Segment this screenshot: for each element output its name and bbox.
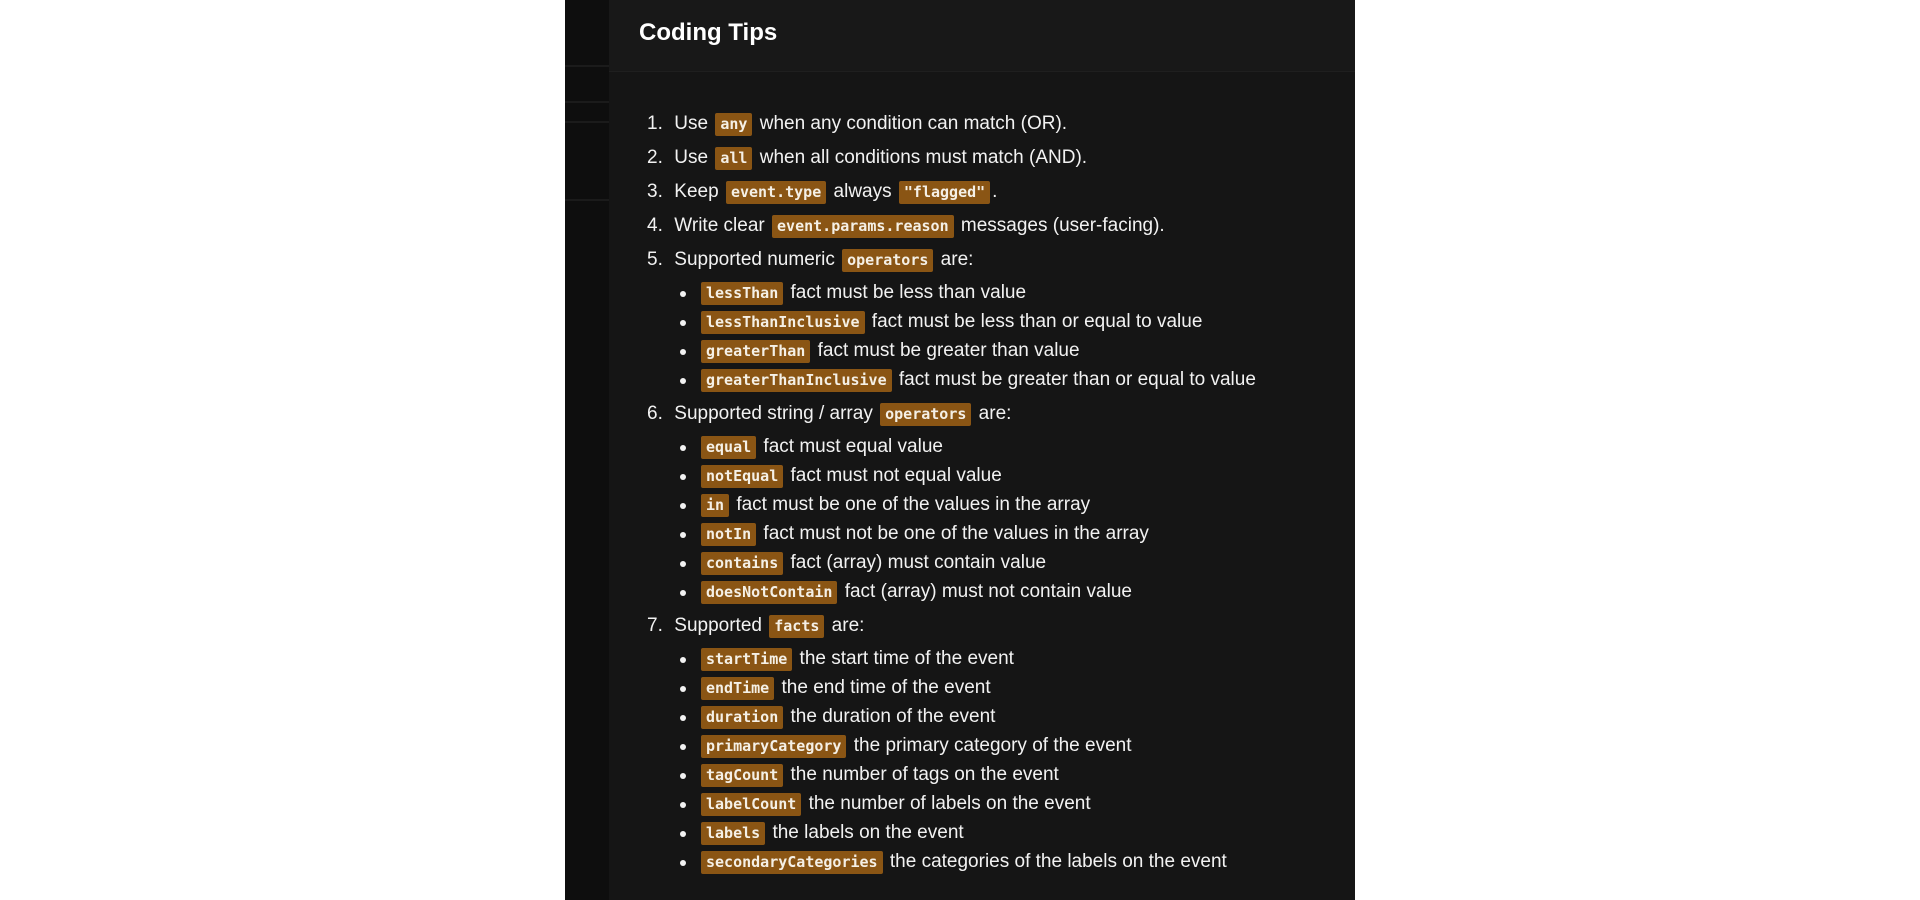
tip-text: are:	[826, 615, 865, 636]
tip-item	[647, 402, 1325, 604]
list-item	[677, 792, 1325, 816]
tip-number: 6.	[647, 403, 663, 424]
item-text: the end time of the event	[776, 677, 991, 698]
tip-item	[647, 146, 1325, 170]
list-item	[677, 551, 1325, 575]
panel-title: Coding Tips	[639, 18, 778, 46]
panel-body	[609, 72, 1355, 874]
tip-item	[647, 180, 1325, 204]
backdrop-divider	[565, 101, 609, 103]
numeric-operators-list	[647, 281, 1325, 392]
bullet-icon	[680, 532, 686, 538]
tip-text: when any condition can match (OR).	[754, 113, 1068, 134]
bullet-icon	[680, 349, 686, 355]
tip-number: 5.	[647, 249, 663, 270]
list-item	[677, 580, 1325, 604]
item-text: the primary category of the event	[848, 735, 1132, 756]
item-text: the number of tags on the event	[785, 764, 1059, 785]
code-token: lessThan	[701, 282, 783, 305]
code-token: duration	[701, 706, 783, 729]
code-token: event.type	[726, 181, 826, 204]
tip-text: always	[828, 181, 897, 202]
bullet-icon	[680, 657, 686, 663]
bullet-icon	[680, 715, 686, 721]
code-token: "flagged"	[899, 181, 990, 204]
item-text: fact must be less than or equal to value	[866, 311, 1203, 332]
tip-number: 4.	[647, 215, 663, 236]
tip-number: 3.	[647, 181, 663, 202]
list-item	[677, 850, 1325, 874]
bullet-icon	[680, 503, 686, 509]
code-token: equal	[701, 436, 756, 459]
tip-text: Supported numeric	[674, 249, 841, 270]
item-text: fact must be one of the values in the array	[731, 494, 1091, 515]
list-item	[677, 705, 1325, 729]
backdrop-divider	[565, 121, 609, 123]
code-token: operators	[880, 403, 971, 426]
code-token: endTime	[701, 677, 774, 700]
item-text: the number of labels on the event	[803, 793, 1091, 814]
bullet-icon	[680, 320, 686, 326]
list-item	[677, 435, 1325, 459]
panel-header	[609, 0, 1355, 72]
tip-text: Keep	[674, 181, 724, 202]
list-item	[677, 339, 1325, 363]
tip-text: are:	[973, 403, 1012, 424]
code-token: labelCount	[701, 793, 801, 816]
tip-number: 2.	[647, 147, 663, 168]
list-item	[677, 522, 1325, 546]
code-token: doesNotContain	[701, 581, 837, 604]
bullet-icon	[680, 802, 686, 808]
backdrop-divider	[565, 199, 609, 201]
list-item	[677, 647, 1325, 671]
code-token: startTime	[701, 648, 792, 671]
tips-list	[647, 112, 1325, 874]
code-token: all	[715, 147, 752, 170]
list-item	[677, 281, 1325, 305]
tip-text: messages (user-facing).	[955, 215, 1165, 236]
item-text: fact must be greater than or equal to value	[893, 369, 1256, 390]
bullet-icon	[680, 561, 686, 567]
list-item	[677, 464, 1325, 488]
list-item	[677, 821, 1325, 845]
tip-text: are:	[935, 249, 974, 270]
item-text: fact (array) must contain value	[785, 552, 1047, 573]
tip-item	[647, 248, 1325, 392]
item-text: the duration of the event	[785, 706, 996, 727]
tip-text: Supported string / array	[674, 403, 879, 424]
list-item	[677, 368, 1325, 392]
bullet-icon	[680, 773, 686, 779]
list-item	[677, 493, 1325, 517]
item-text: fact must not be one of the values in the array	[758, 523, 1149, 544]
string-operators-list	[647, 435, 1325, 604]
coding-tips-panel	[609, 0, 1355, 900]
item-text: fact must equal value	[758, 436, 943, 457]
bullet-icon	[680, 378, 686, 384]
code-token: contains	[701, 552, 783, 575]
facts-list	[647, 647, 1325, 874]
list-item	[677, 763, 1325, 787]
tip-item	[647, 614, 1325, 874]
item-text: fact must not equal value	[785, 465, 1002, 486]
app-sidebar-backdrop	[565, 0, 609, 900]
bullet-icon	[680, 686, 686, 692]
item-text: the start time of the event	[794, 648, 1014, 669]
tip-text: Use	[674, 113, 714, 134]
tip-item	[647, 214, 1325, 238]
bullet-icon	[680, 744, 686, 750]
tip-text: Use	[674, 147, 714, 168]
bullet-icon	[680, 445, 686, 451]
item-text: fact must be greater than value	[812, 340, 1080, 361]
item-text: the labels on the event	[767, 822, 964, 843]
code-token: notEqual	[701, 465, 783, 488]
tip-text: Write clear	[674, 215, 771, 236]
code-token: labels	[701, 822, 765, 845]
tip-text: .	[992, 181, 998, 202]
code-token: primaryCategory	[701, 735, 846, 758]
tip-item	[647, 112, 1325, 136]
bullet-icon	[680, 831, 686, 837]
tip-text: when all conditions must match (AND).	[754, 147, 1088, 168]
list-item	[677, 676, 1325, 700]
code-token: any	[715, 113, 752, 136]
item-text: fact must be less than value	[785, 282, 1027, 303]
code-token: operators	[842, 249, 933, 272]
item-text: fact (array) must not contain value	[839, 581, 1132, 602]
tip-text: Supported	[674, 615, 768, 636]
bullet-icon	[680, 474, 686, 480]
bullet-icon	[680, 860, 686, 866]
tip-number: 1.	[647, 113, 663, 134]
list-item	[677, 310, 1325, 334]
code-token: event.params.reason	[772, 215, 954, 238]
bullet-icon	[680, 291, 686, 297]
code-token: secondaryCategories	[701, 851, 883, 874]
code-token: greaterThan	[701, 340, 810, 363]
code-token: lessThanInclusive	[701, 311, 865, 334]
backdrop-divider	[565, 65, 609, 67]
tip-number: 7.	[647, 615, 663, 636]
code-token: tagCount	[701, 764, 783, 787]
bullet-icon	[680, 590, 686, 596]
code-token: facts	[769, 615, 824, 638]
code-token: greaterThanInclusive	[701, 369, 892, 392]
item-text: the categories of the labels on the event	[884, 851, 1227, 872]
code-token: notIn	[701, 523, 756, 546]
code-token: in	[701, 494, 729, 517]
list-item	[677, 734, 1325, 758]
